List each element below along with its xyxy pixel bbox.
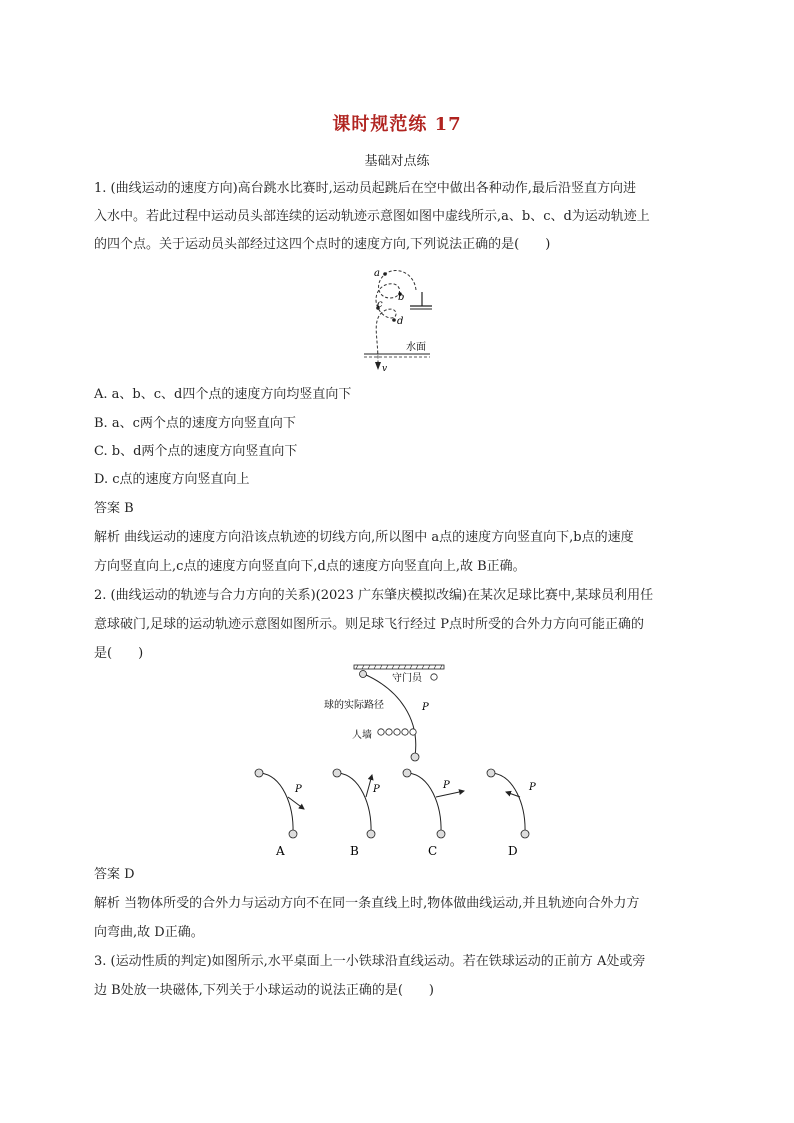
q3-line-2: 边 B处放一块磁体,下列关于小球运动的说法正确的是( ) — [94, 983, 434, 998]
q2-line-1: 2. (曲线运动的轨迹与合力方向的关系)(2023 广东肇庆模拟改编)在某次足球比赛中,某球员利用任 — [94, 588, 654, 603]
goalkeeper-label: 守门员 — [392, 673, 422, 684]
q3-line-1: 3. (运动性质的判定)如图所示,水平桌面上一小铁球沿直线运动。若在铁球运动的正前方 A处或旁 — [94, 954, 646, 969]
ball-path — [364, 674, 416, 756]
q1-line-1: 1. (曲线运动的速度方向)高台跳水比赛时,运动员起跳后在空中做出各种动作,最后沿竖直方向进 — [94, 181, 636, 196]
point-p-label: P — [422, 702, 429, 713]
q1-line-2: 入水中。若此过程中运动员头部连续的运动轨迹示意图如图中虚线所示,a、b、c、d为运动轨迹上 — [94, 209, 650, 224]
wall-players — [378, 729, 416, 735]
option-d-label: D — [508, 844, 518, 858]
q1-option-b: B. a、c两个点的速度方向竖直向下 — [94, 416, 296, 431]
option-b-diagram — [333, 769, 380, 858]
option-c-label: C — [428, 844, 438, 858]
option-a-diagram — [255, 769, 304, 858]
water-label: 水面 — [406, 342, 426, 353]
q1-answer: 答案 B — [94, 501, 134, 516]
goalkeeper-circle — [431, 674, 437, 680]
q2-line-3: 是( ) — [94, 646, 144, 661]
svg-text:P: P — [443, 780, 450, 791]
section-heading: 基础对点练 — [364, 154, 430, 169]
q1-analysis-line-1: 解析 曲线运动的速度方向沿该点轨迹的切线方向,所以图中 a点的速度方向竖直向下,b点的速度 — [94, 530, 634, 545]
wall-label: 人墙 — [352, 730, 372, 741]
q2-line-2: 意球破门,足球的运动轨迹示意图如图所示。则足球飞行经过 P点时所受的合外力方向可能正确的 — [94, 617, 645, 632]
q2-field-figure — [320, 660, 470, 765]
q2-analysis-line-1: 解析 当物体所受的合外力与运动方向不在同一条直线上时,物体做曲线运动,并且轨迹向合外力方 — [94, 896, 640, 911]
q1-option-c: C. b、d两个点的速度方向竖直向下 — [94, 444, 298, 459]
page-title: 课时规范练 17 — [332, 114, 462, 135]
q2-answer: 答案 D — [94, 867, 135, 882]
svg-text:P: P — [373, 784, 380, 795]
option-c-diagram — [403, 769, 464, 858]
goal-hatching — [356, 665, 442, 669]
label-c: c — [377, 299, 383, 310]
label-a: a — [374, 268, 380, 279]
q1-analysis-line-2: 方向竖直向上,c点的速度方向竖直向下,d点的速度方向竖直向上,故 B正确。 — [94, 559, 526, 574]
svg-text:P: P — [529, 782, 536, 793]
q1-line-3: 的四个点。关于运动员头部经过这四个点时的速度方向,下列说法正确的是( ) — [94, 237, 551, 252]
q1-diving-figure — [360, 262, 450, 374]
label-d: d — [397, 316, 404, 327]
option-d-diagram — [487, 769, 536, 858]
label-b: b — [398, 292, 405, 303]
velocity-label: v — [382, 364, 388, 374]
q2-options-figure — [240, 765, 570, 860]
q2-analysis-line-2: 向弯曲,故 D正确。 — [94, 925, 204, 940]
option-a-label: A — [276, 844, 285, 858]
path-label: 球的实际路径 — [324, 700, 384, 711]
point-a — [383, 272, 387, 276]
q1-option-d: D. c点的速度方向竖直向上 — [94, 472, 250, 487]
velocity-arrowhead — [375, 362, 381, 370]
svg-text:P: P — [295, 784, 302, 795]
option-b-label: B — [350, 844, 359, 858]
ball-start — [411, 753, 419, 761]
q1-option-a: A. a、b、c、d四个点的速度方向均竖直向下 — [94, 387, 352, 402]
ball-end — [360, 671, 367, 678]
point-d — [392, 318, 396, 322]
